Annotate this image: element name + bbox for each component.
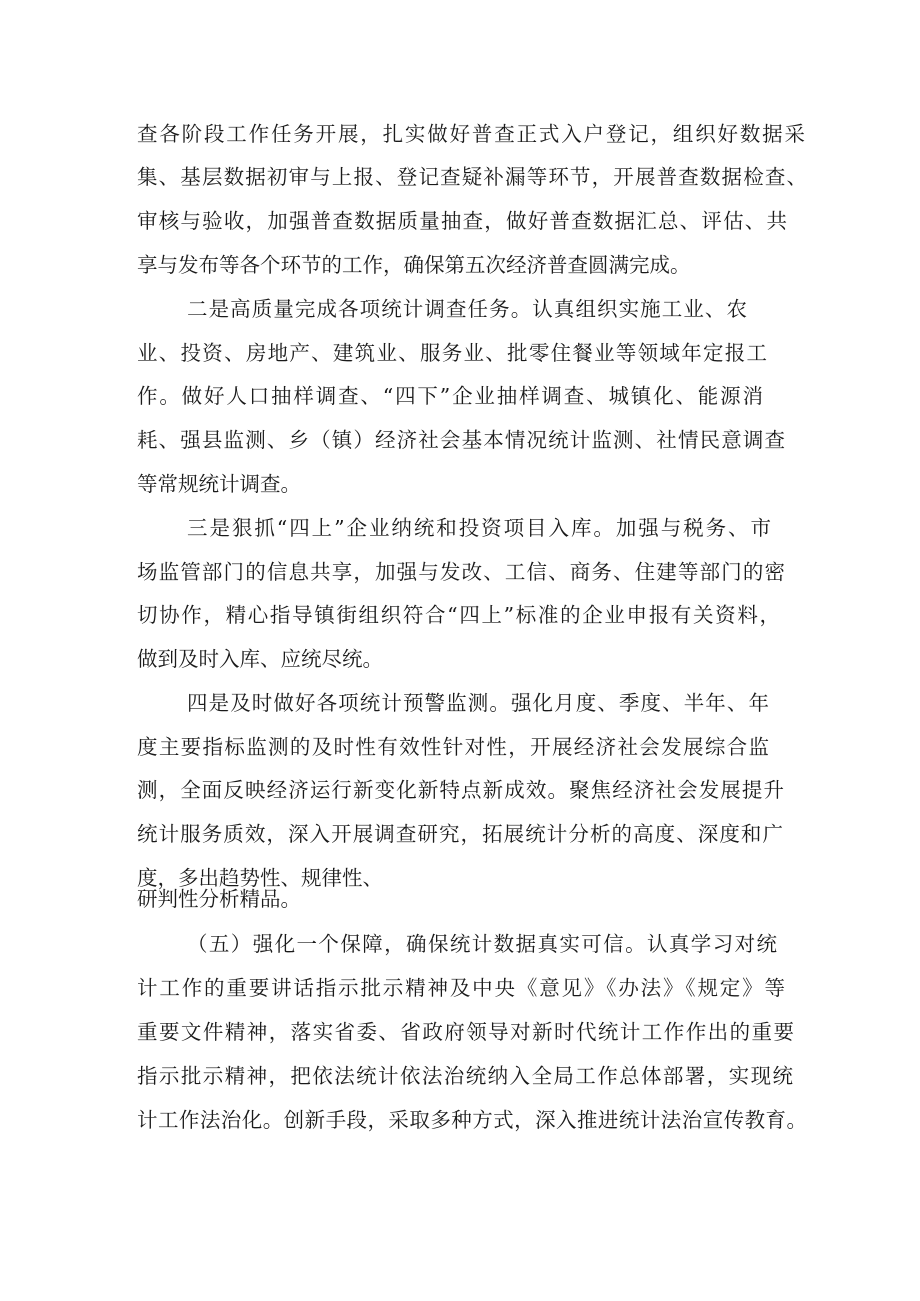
- text-line: 计工作的重要讲话指示批示精神及中央《意见》《办法》《规定》等: [137, 976, 785, 1000]
- text-line: 测，全面反映经济运行新变化新特点新成效。聚焦经济社会发展提升: [137, 778, 784, 802]
- text-line: 三是狠抓“四上”企业纳统和投资项目入库。加强与税务、市: [187, 516, 771, 540]
- text-line: （五）强化一个保障，确保统计数据真实可信。认真学习对统: [187, 932, 777, 956]
- text-line: 计工作法治化。创新手段，采取多种方式，深入推进统计法治宣传教育。: [137, 1108, 807, 1132]
- text-line: 度主要指标监测的及时性有效性针对性，开展经济社会发展综合监: [137, 735, 769, 759]
- text-line: 享与发布等各个环节的工作，确保第五次经济普查圆满完成。: [137, 253, 691, 277]
- text-line: 指示批示精神，把依法统计依法治统纳入全局工作总体部署，实现统: [137, 1064, 793, 1088]
- text-line: 四是及时做好各项统计预警监测。强化月度、季度、半年、年: [187, 691, 769, 715]
- text-line: 等常规统计调查。: [137, 472, 301, 496]
- text-line: 审核与验收，加强普查数据质量抽查，做好普查数据汇总、评估、共: [137, 209, 787, 233]
- text-line: 业、投资、房地产、建筑业、服务业、批零住餐业等领域年定报工: [137, 341, 767, 365]
- text-line: 研判性分析精品。: [137, 887, 301, 911]
- text-line: 切协作，精心指导镇街组织符合“四上”标准的企业申报有关资料，: [137, 603, 780, 627]
- text-line: 度，多出趋势性、规律性、: [137, 866, 383, 890]
- text-line: 二是高质量完成各项统计调查任务。认真组织实施工业、农: [187, 297, 747, 321]
- text-line: 耗、强县监测、乡（镇）经济社会基本情况统计监测、社情民意调查: [137, 428, 785, 452]
- text-line: 做到及时入库、应统尽统。: [137, 647, 383, 671]
- text-line: 查各阶段工作任务开展，扎实做好普查正式入户登记，组织好数据采: [137, 122, 805, 146]
- text-line: 重要文件精神，落实省委、省政府领导对新时代统计工作作出的重要: [137, 1020, 794, 1044]
- text-line: 集、基层数据初审与上报、登记查疑补漏等环节，开展普查数据检查、: [137, 165, 807, 189]
- text-line: 统计服务质效，深入开展调查研究，拓展统计分析的高度、深度和广: [137, 822, 783, 846]
- text-line: 场监管部门的信息共享，加强与发改、工信、商务、住建等部门的密: [137, 560, 785, 584]
- text-line: 作。做好人口抽样调查、“四下”企业抽样调查、城镇化、能源消: [137, 384, 763, 408]
